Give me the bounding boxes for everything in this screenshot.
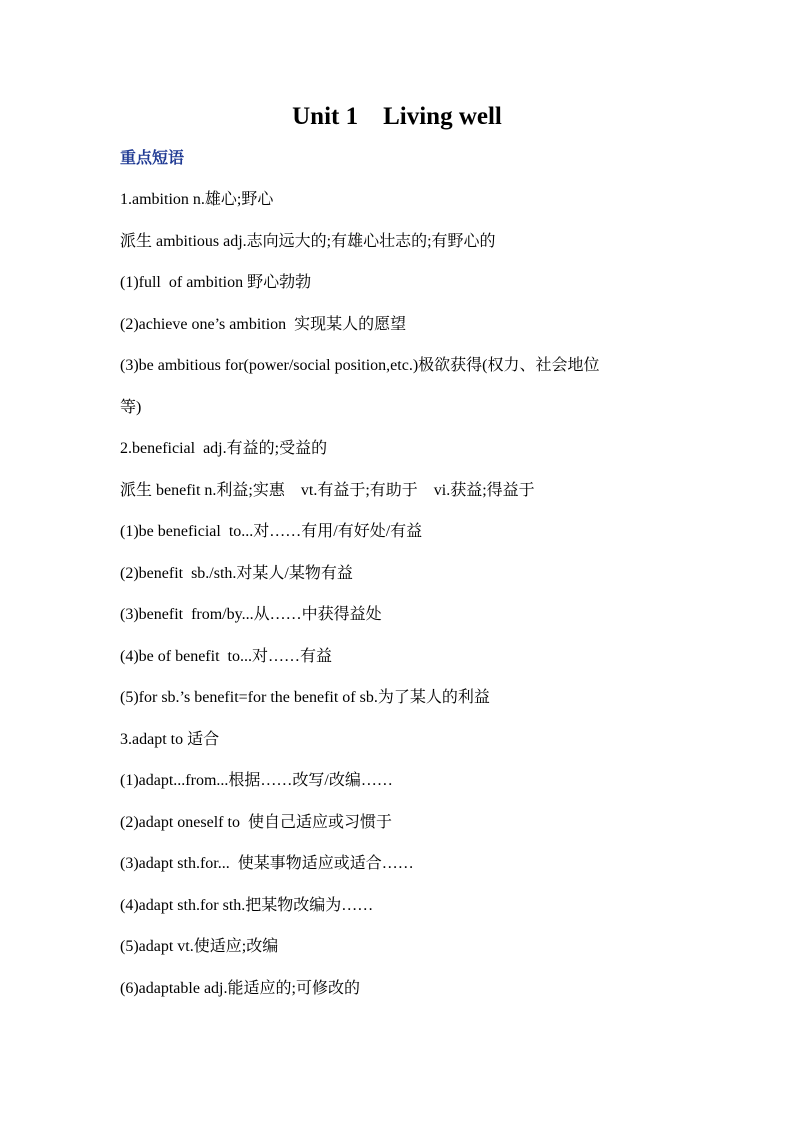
text-line: (2)benefit sb./sth.对某人/某物有益 <box>120 564 353 582</box>
text-line: 3.adapt to 适合 <box>120 730 220 748</box>
text-line: (2)adapt oneself to 使自己适应或习惯于 <box>120 813 392 831</box>
text-line: (6)adaptable adj.能适应的;可修改的 <box>120 979 360 997</box>
text-line: (1)adapt...from...根据……改写/改编…… <box>120 772 393 789</box>
text-line: (4)adapt sth.for sth.把某物改编为…… <box>120 896 374 914</box>
text-line: (3)benefit from/by...从……中获得益处 <box>120 606 382 623</box>
phrase-list <box>120 188 690 1018</box>
text-line: 2.beneficial adj.有益的;受益的 <box>120 440 328 457</box>
section-heading: 重点短语 <box>120 148 185 167</box>
page-title: Unit 1 Living well <box>292 103 502 130</box>
text-line: (1)full of ambition 野心勃勃 <box>120 274 312 291</box>
text-line: (1)be beneficial to...对……有用/有好处/有益 <box>120 523 423 540</box>
text-line: (4)be of benefit to...对……有益 <box>120 647 332 665</box>
text-line: 派生 ambitious adj.志向远大的;有雄心壮志的;有野心的 <box>120 232 496 250</box>
text-line: (3)adapt sth.for... 使某事物适应或适合…… <box>120 855 414 872</box>
text-line: 等) <box>120 398 142 416</box>
text-line: (2)achieve one’s ambition 实现某人的愿望 <box>120 315 407 333</box>
text-line: (3)be ambitious for(power/social position,etc.)极欲获得(权力、社会地位 <box>120 357 600 374</box>
text-line: 1.ambition n.雄心;野心 <box>120 191 274 208</box>
text-line: 派生 benefit n.利益;实惠 vt.有益于;有助于 vi.获益;得益于 <box>120 481 535 499</box>
text-line: (5)adapt vt.使适应;改编 <box>120 938 279 955</box>
text-line: (5)for sb.’s benefit=for the benefit of sb.为了某人的利益 <box>120 689 490 706</box>
